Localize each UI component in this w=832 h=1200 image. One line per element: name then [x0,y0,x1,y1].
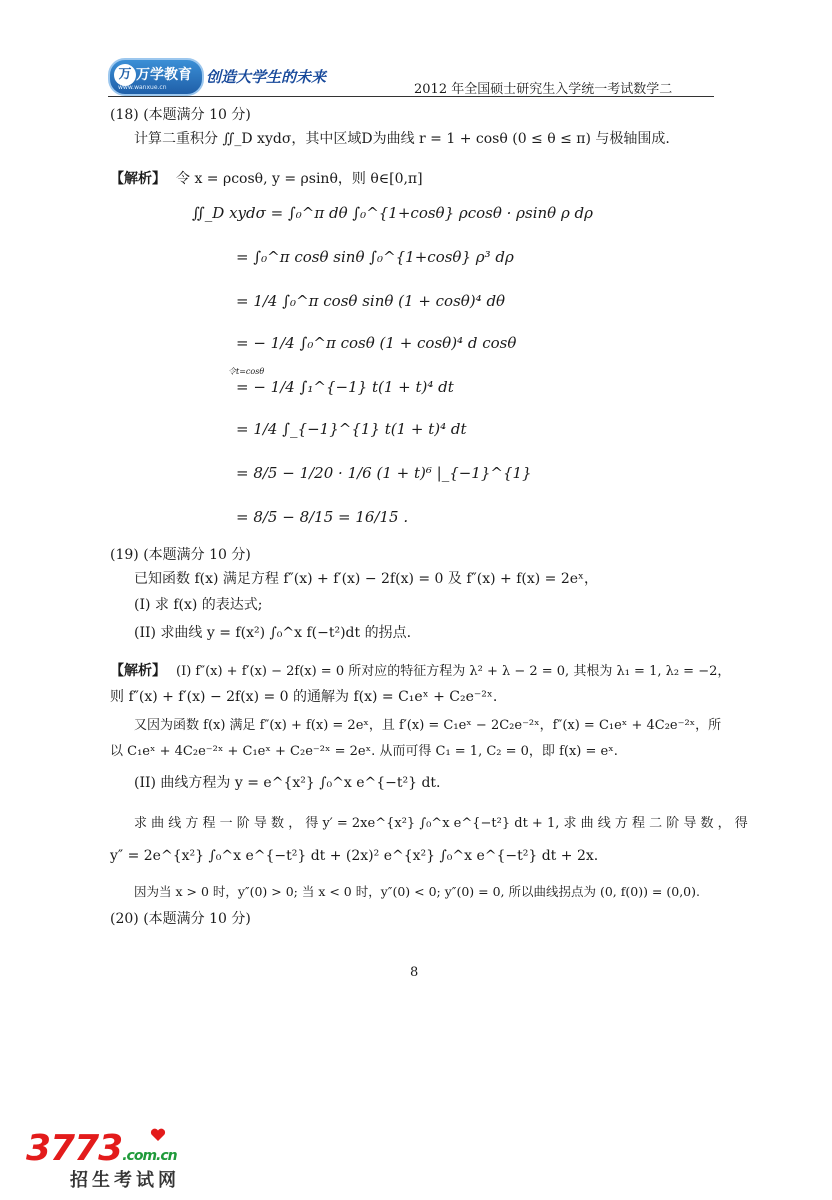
page-number: 8 [410,965,419,980]
q19-problem-part1: (I) 求 f(x) 的表达式; [134,597,263,613]
q18-step-1: ∬_D xydσ = ∫₀^π dθ ∫₀^{1+cosθ} ρcosθ · ρsinθ ρ dρ [192,204,593,222]
q18-solution-intro: 令 x = ρcosθ, y = ρsinθ，则 θ∈[0,π] [176,171,423,187]
header-divider [108,96,714,97]
q18-step-5: = − 1/4 ∫₁^{−1} t(1 + t)⁴ dt [236,378,454,396]
logo-text: 万学教育 [136,67,192,83]
q19-solution-line2: 则 f″(x) + f′(x) − 2f(x) = 0 的通解为 f(x) = C₁eˣ + C₂e⁻²ˣ. [110,689,498,705]
q20-heading: (20) (本题满分 10 分) [110,911,251,927]
q18-step-7: = 8/5 − 1/20 · 1/6 (1 + t)⁶ |_{−1}^{1} [236,464,532,482]
q19-solution-line6: 求 曲 线 方 程 一 阶 导 数 ， 得 y′ = 2xe^{x²} ∫₀^x e^{−t²} dt + 1, 求 曲 线 方 程 二 阶 导 数 ， 得 [134,816,748,831]
q18-substitution-note: 令t=cosθ [228,367,265,376]
q18-step-4: = − 1/4 ∫₀^π cosθ (1 + cosθ)⁴ d cosθ [236,334,517,352]
q18-step-3: = 1/4 ∫₀^π cosθ sinθ (1 + cosθ)⁴ dθ [236,292,506,310]
q19-solution-line8: 因为当 x > 0 时，y″(0) > 0; 当 x < 0 时，y″(0) < 0; y″(0) = 0, 所以曲线拐点为 (0, f(0)) = (0,0). [134,884,700,899]
watermark-subtitle: 招生考试网 [70,1170,180,1191]
heart-icon [150,1128,166,1142]
q19-solution-line5: (II) 曲线方程为 y = e^{x²} ∫₀^x e^{−t²} dt. [134,775,441,791]
q18-step-2: = ∫₀^π cosθ sinθ ∫₀^{1+cosθ} ρ³ dρ [236,248,514,266]
q19-problem-line1: 已知函数 f(x) 满足方程 f″(x) + f′(x) − 2f(x) = 0 及 f″(x) + f(x) = 2eˣ， [134,571,598,587]
q19-solution-label: 【解析】 [110,663,166,679]
watermark-domain: .com.cn [122,1148,177,1164]
logo-globe-icon: 万 [114,64,136,86]
q18-heading: (18) (本题满分 10 分) [110,107,251,123]
header-slogan: 创造大学生的未来 [206,68,327,86]
exam-title: 2012 年全国硕士研究生入学统一考试数学二 [414,82,673,97]
watermark-main: 3773 [26,1128,123,1169]
q18-step-6: = 1/4 ∫_{−1}^{1} t(1 + t)⁴ dt [236,420,467,438]
q19-solution-line3: 又因为函数 f(x) 满足 f″(x) + f(x) = 2eˣ，且 f′(x) = C₁eˣ − 2C₂e⁻²ˣ，f″(x) = C₁eˣ + 4C₂e⁻²ˣ，所 [134,718,722,733]
q18-step-8: = 8/5 − 8/15 = 16/15 . [236,508,409,526]
q18-solution-label: 【解析】 [110,171,166,187]
logo-badge [108,58,204,96]
q19-solution-line1: (I) f″(x) + f′(x) − 2f(x) = 0 所对应的特征方程为 λ² + λ − 2 = 0, 其根为 λ₁ = 1, λ₂ = −2， [176,664,731,679]
q18-problem: 计算二重积分 ∬_D xydσ，其中区域D为曲线 r = 1 + cosθ (0 ≤ θ ≤ π) 与极轴围成. [134,131,670,147]
q19-solution-line4: 以 C₁eˣ + 4C₂e⁻²ˣ + C₁eˣ + C₂e⁻²ˣ = 2eˣ. 从而可得 C₁ = 1, C₂ = 0，即 f(x) = eˣ. [110,744,618,759]
q19-problem-part2: (II) 求曲线 y = f(x²) ∫₀^x f(−t²)dt 的拐点. [134,625,412,641]
q19-solution-line7: y″ = 2e^{x²} ∫₀^x e^{−t²} dt + (2x)² e^{x²} ∫₀^x e^{−t²} dt + 2x. [110,848,599,864]
logo-url: www.wanxue.cn [118,84,167,91]
q19-heading: (19) (本题满分 10 分) [110,547,251,563]
